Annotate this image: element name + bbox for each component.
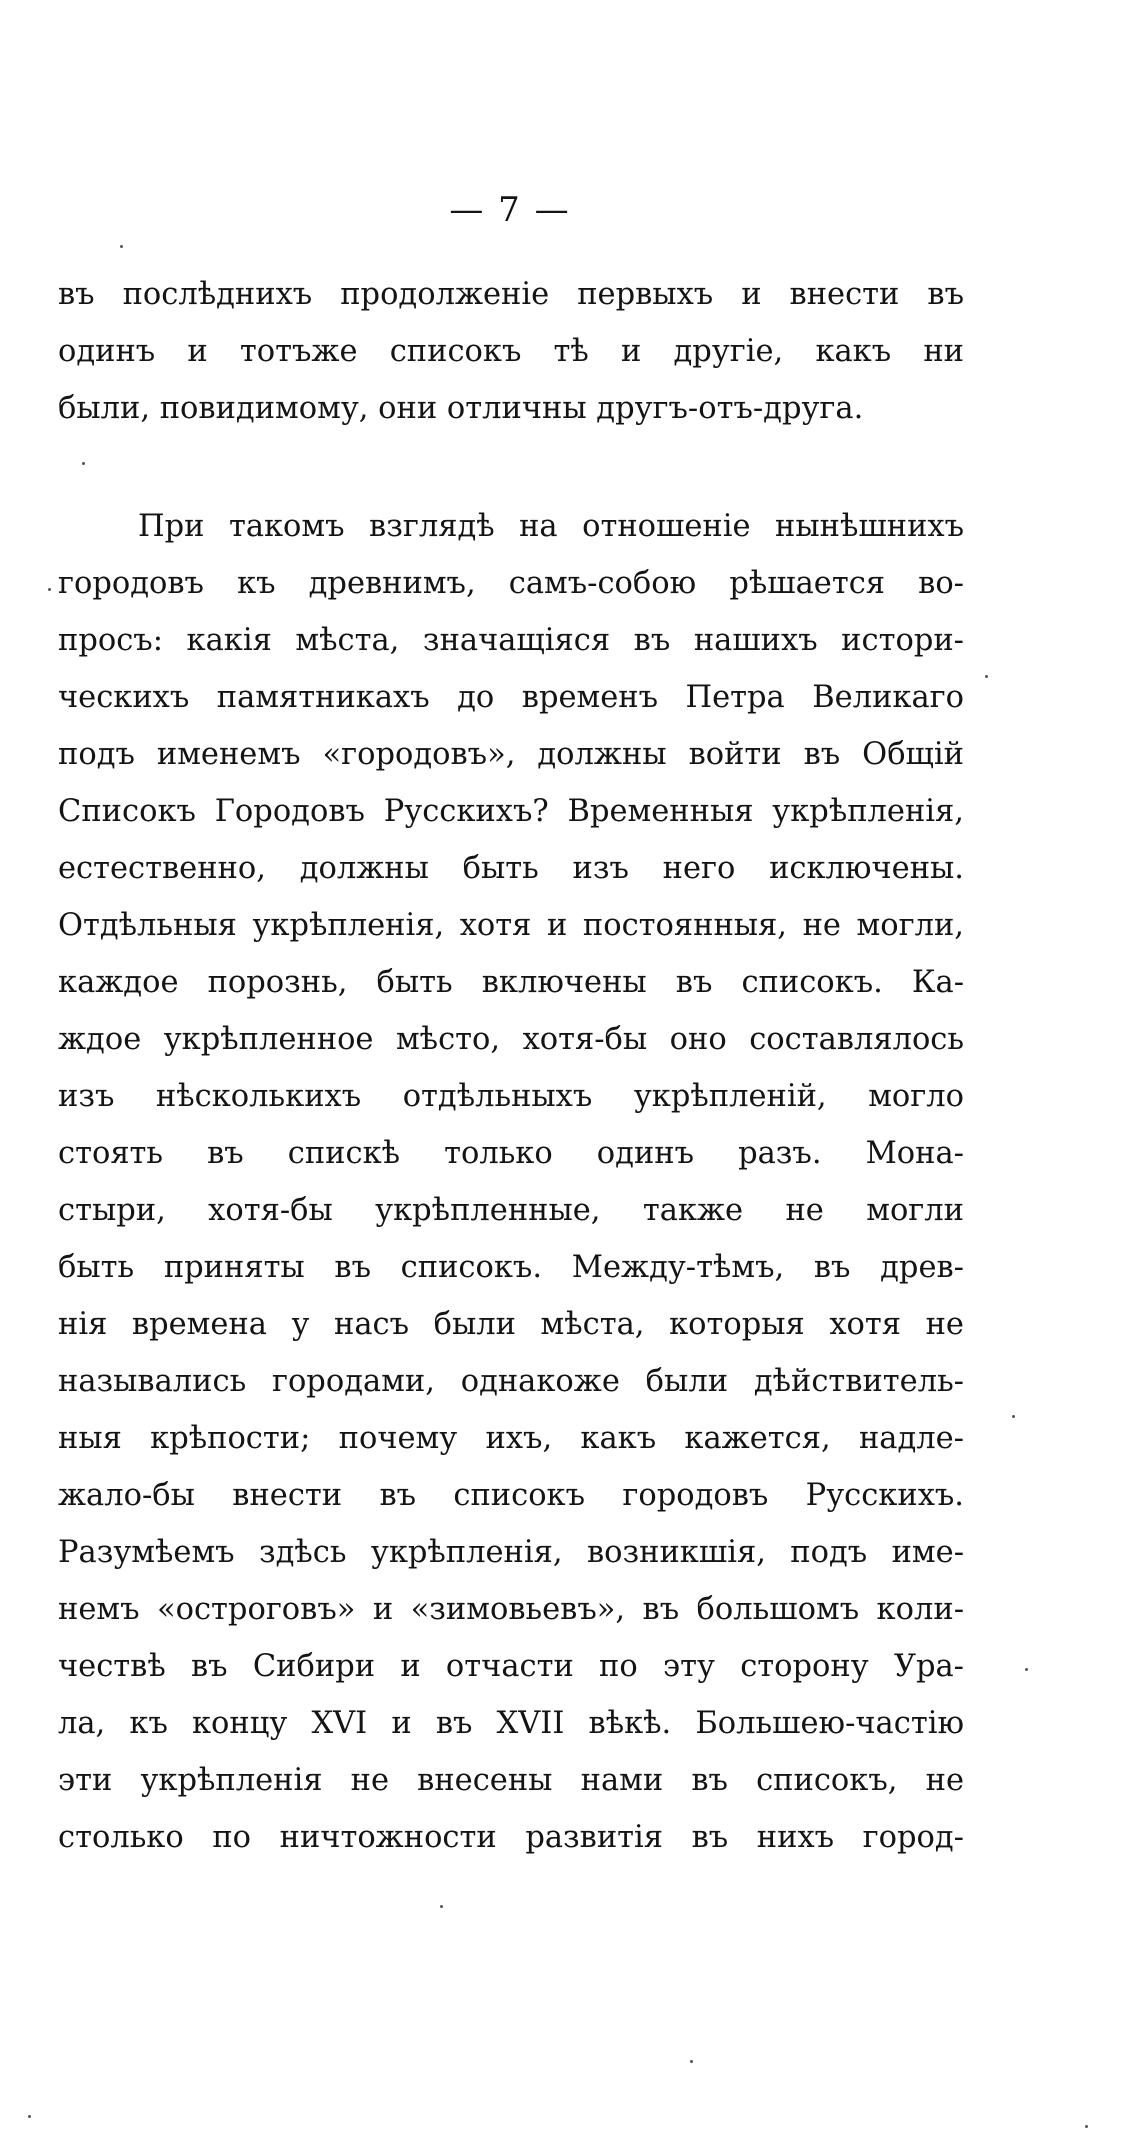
text-line: одинъ и тотъже списокъ тѣ и другіе, какъ ни	[58, 334, 964, 369]
text-line: быть приняты въ списокъ. Между-тѣмъ, въ древ-	[58, 1250, 964, 1285]
scan-speck	[985, 675, 988, 678]
text-line: жало-бы внести въ списокъ городовъ Русскихъ.	[58, 1478, 964, 1513]
scan-speck	[1025, 1668, 1028, 1671]
text-line: изъ нѣсколькихъ отдѣльныхъ укрѣпленій, могло	[58, 1079, 964, 1114]
paragraph-main	[58, 498, 964, 1866]
scan-speck	[48, 588, 51, 591]
scan-speck	[82, 462, 85, 465]
scan-speck	[120, 245, 123, 248]
text-line: естественно, должны быть изъ него исключены.	[58, 851, 964, 886]
text-line: назывались городами, однакоже были дѣйствитель-	[58, 1364, 964, 1399]
page-number: — 7 —	[449, 190, 571, 230]
text-line: въ послѣднихъ продолженіе первыхъ и внести въ	[58, 277, 964, 312]
text-line: стыри, хотя-бы укрѣпленные, также не могли	[58, 1193, 964, 1228]
text-line: были, повидимому, они отличны другъ-отъ-друга.	[58, 391, 864, 426]
text-line: ческихъ памятникахъ до временъ Петра Великаго	[58, 680, 964, 715]
text-line: Списокъ Городовъ Русскихъ? Временныя укрѣпленія,	[58, 794, 964, 829]
scan-speck	[28, 2115, 31, 2118]
text-line: каждое порознь, быть включены въ списокъ. Ка-	[58, 965, 964, 1000]
scan-speck	[440, 1905, 443, 1908]
text-line: ныя крѣпости; почему ихъ, какъ кажется, надле-	[58, 1421, 964, 1456]
text-line: Разумѣемъ здѣсь укрѣпленія, возникшія, подъ име-	[58, 1535, 964, 1570]
text-line: немъ «остроговъ» и «зимовьевъ», въ большомъ коли-	[58, 1592, 964, 1627]
scan-speck	[690, 2060, 693, 2063]
text-line: городовъ къ древнимъ, самъ-собою рѣшается во-	[58, 566, 964, 601]
text-line: При такомъ взглядѣ на отношеніе нынѣшнихъ	[138, 509, 964, 544]
paragraph-continuation	[58, 266, 964, 437]
text-line: подъ именемъ «городовъ», должны войти въ Общій	[58, 737, 964, 772]
text-line: Отдѣльныя укрѣпленія, хотя и постоянныя, не могли,	[58, 908, 964, 943]
text-line: стоять въ спискѣ только одинъ разъ. Мона-	[58, 1136, 964, 1171]
text-line: ждое укрѣпленное мѣсто, хотя-бы оно составлялось	[58, 1022, 964, 1057]
text-line: просъ: какія мѣста, значащіяся въ нашихъ истори-	[58, 623, 964, 658]
text-line: нія времена у насъ были мѣста, которыя хотя не	[58, 1307, 964, 1342]
text-line: эти укрѣпленія не внесены нами въ списокъ, не	[58, 1763, 964, 1798]
scan-speck	[1012, 1415, 1015, 1418]
text-line: ла, къ концу XVI и въ XVII вѣкѣ. Большею-частію	[58, 1706, 964, 1741]
scan-speck	[1085, 2125, 1088, 2128]
text-line: чествѣ въ Сибири и отчасти по эту сторону Ура-	[58, 1649, 964, 1684]
text-line: столько по ничтожности развитія въ нихъ город-	[58, 1820, 964, 1855]
